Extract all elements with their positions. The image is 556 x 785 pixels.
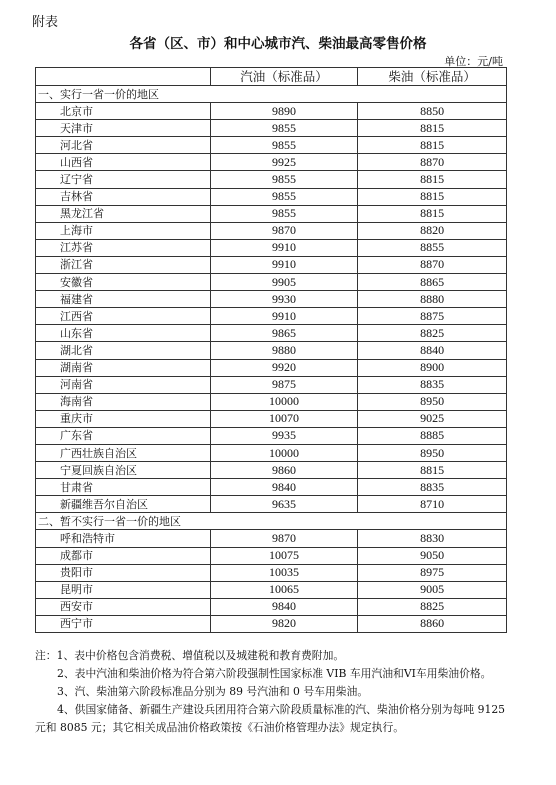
table-row bbox=[36, 393, 507, 410]
region-cell: 广西壮族自治区 bbox=[36, 444, 211, 461]
diesel-price-cell: 8850 bbox=[358, 103, 507, 120]
table-row bbox=[36, 308, 507, 325]
gasoline-price-cell: 10000 bbox=[210, 444, 358, 461]
diesel-price-cell: 8820 bbox=[358, 222, 507, 239]
diesel-price-cell: 8880 bbox=[358, 291, 507, 308]
table-row bbox=[36, 154, 507, 171]
gasoline-price-cell: 9865 bbox=[210, 325, 358, 342]
gasoline-price-cell: 9860 bbox=[210, 462, 358, 479]
diesel-price-cell: 8900 bbox=[358, 359, 507, 376]
gasoline-price-cell: 9910 bbox=[210, 239, 358, 256]
diesel-price-cell: 8885 bbox=[358, 427, 507, 444]
region-cell: 天津市 bbox=[36, 120, 211, 137]
page-title: 各省（区、市）和中心城市汽、柴油最高零售价格 bbox=[129, 36, 427, 52]
table-row bbox=[36, 496, 507, 513]
unit-label: 单位：元/吨 bbox=[444, 55, 503, 68]
diesel-price-cell: 8815 bbox=[358, 188, 507, 205]
diesel-price-cell: 8710 bbox=[358, 496, 507, 513]
table-row bbox=[36, 188, 507, 205]
table-row bbox=[36, 103, 507, 120]
region-cell: 辽宁省 bbox=[36, 171, 211, 188]
region-cell: 江苏省 bbox=[36, 239, 211, 256]
region-cell: 西宁市 bbox=[36, 615, 211, 632]
region-cell: 呼和浩特市 bbox=[36, 530, 211, 547]
region-cell: 山东省 bbox=[36, 325, 211, 342]
region-cell: 河北省 bbox=[36, 137, 211, 154]
table-row bbox=[36, 427, 507, 444]
section-row bbox=[36, 86, 507, 103]
note-4: 4、供国家储备、新疆生产建设兵团用符合第六阶段质量标准的汽、柴油价格分别为每吨 9125 元和 8085 元；其它相关成品油价格政策按《石油价格管理办法》规定执行。 bbox=[35, 703, 506, 734]
table-row bbox=[36, 581, 507, 598]
region-cell: 昆明市 bbox=[36, 581, 211, 598]
region-cell: 广东省 bbox=[36, 427, 211, 444]
table-row bbox=[36, 410, 507, 427]
gasoline-price-cell: 9905 bbox=[210, 274, 358, 291]
region-cell: 重庆市 bbox=[36, 410, 211, 427]
table-row bbox=[36, 479, 507, 496]
diesel-price-cell: 8860 bbox=[358, 615, 507, 632]
table-row bbox=[36, 291, 507, 308]
diesel-price-cell: 9025 bbox=[358, 410, 507, 427]
region-cell: 西安市 bbox=[36, 598, 211, 615]
diesel-price-cell: 8870 bbox=[358, 154, 507, 171]
region-cell: 江西省 bbox=[36, 308, 211, 325]
region-cell: 贵阳市 bbox=[36, 564, 211, 581]
table-row bbox=[36, 120, 507, 137]
diesel-price-cell: 8950 bbox=[358, 393, 507, 410]
table-row bbox=[36, 359, 507, 376]
table-row bbox=[36, 222, 507, 239]
table-row bbox=[36, 342, 507, 359]
table-row bbox=[36, 598, 507, 615]
diesel-price-cell: 8815 bbox=[358, 120, 507, 137]
region-cell: 海南省 bbox=[36, 393, 211, 410]
diesel-price-cell: 8825 bbox=[358, 598, 507, 615]
gasoline-price-cell: 9880 bbox=[210, 342, 358, 359]
gasoline-price-cell: 9840 bbox=[210, 479, 358, 496]
gasoline-price-cell: 9930 bbox=[210, 291, 358, 308]
table-row bbox=[36, 137, 507, 154]
table-row bbox=[36, 274, 507, 291]
diesel-price-cell: 8950 bbox=[358, 444, 507, 461]
diesel-price-cell: 8840 bbox=[358, 342, 507, 359]
region-cell: 成都市 bbox=[36, 547, 211, 564]
gasoline-price-cell: 9635 bbox=[210, 496, 358, 513]
diesel-price-cell: 8870 bbox=[358, 256, 507, 273]
table-header-row bbox=[36, 68, 507, 86]
header-cell-gasoline: 汽油（标准品） bbox=[210, 68, 358, 86]
table-row bbox=[36, 564, 507, 581]
diesel-price-cell: 8855 bbox=[358, 239, 507, 256]
gasoline-price-cell: 9925 bbox=[210, 154, 358, 171]
diesel-price-cell: 8975 bbox=[358, 564, 507, 581]
region-cell: 宁夏回族自治区 bbox=[36, 462, 211, 479]
header-cell-diesel: 柴油（标准品） bbox=[358, 68, 507, 86]
gasoline-price-cell: 9935 bbox=[210, 427, 358, 444]
region-cell: 吉林省 bbox=[36, 188, 211, 205]
gasoline-price-cell: 9840 bbox=[210, 598, 358, 615]
gasoline-price-cell: 10070 bbox=[210, 410, 358, 427]
diesel-price-cell: 8835 bbox=[358, 376, 507, 393]
diesel-price-cell: 9050 bbox=[358, 547, 507, 564]
gasoline-price-cell: 10035 bbox=[210, 564, 358, 581]
table-row bbox=[36, 376, 507, 393]
note-3: 3、汽、柴油第六阶段标准品分别为 89 号汽油和 0 号车用柴油。 bbox=[57, 685, 369, 698]
section-title: 二、暂不实行一省一价的地区 bbox=[36, 513, 507, 530]
gasoline-price-cell: 9910 bbox=[210, 308, 358, 325]
gasoline-price-cell: 9855 bbox=[210, 120, 358, 137]
region-cell: 安徽省 bbox=[36, 274, 211, 291]
region-cell: 湖南省 bbox=[36, 359, 211, 376]
gasoline-price-cell: 9855 bbox=[210, 171, 358, 188]
region-cell: 湖北省 bbox=[36, 342, 211, 359]
section-title: 一、实行一省一价的地区 bbox=[36, 86, 507, 103]
table-row bbox=[36, 530, 507, 547]
diesel-price-cell: 8865 bbox=[358, 274, 507, 291]
region-cell: 上海市 bbox=[36, 222, 211, 239]
table-row bbox=[36, 256, 507, 273]
table-row bbox=[36, 615, 507, 632]
gasoline-price-cell: 9910 bbox=[210, 256, 358, 273]
gasoline-price-cell: 10000 bbox=[210, 393, 358, 410]
note-2: 2、表中汽油和柴油价格为符合第六阶段强制性国家标准 VIB 车用汽油和VI车用柴油价格。 bbox=[57, 667, 492, 680]
gasoline-price-cell: 9920 bbox=[210, 359, 358, 376]
diesel-price-cell: 8815 bbox=[358, 137, 507, 154]
region-cell: 黑龙江省 bbox=[36, 205, 211, 222]
table-row bbox=[36, 171, 507, 188]
table-row bbox=[36, 462, 507, 479]
table-row bbox=[36, 239, 507, 256]
gasoline-price-cell: 9870 bbox=[210, 530, 358, 547]
gasoline-price-cell: 10075 bbox=[210, 547, 358, 564]
diesel-price-cell: 8815 bbox=[358, 171, 507, 188]
table-row bbox=[36, 325, 507, 342]
diesel-price-cell: 8815 bbox=[358, 205, 507, 222]
diesel-price-cell: 8825 bbox=[358, 325, 507, 342]
table-row bbox=[36, 547, 507, 564]
gasoline-price-cell: 9855 bbox=[210, 188, 358, 205]
gasoline-price-cell: 9870 bbox=[210, 222, 358, 239]
price-table bbox=[35, 67, 507, 633]
diesel-price-cell: 8875 bbox=[358, 308, 507, 325]
gasoline-price-cell: 9855 bbox=[210, 205, 358, 222]
gasoline-price-cell: 10065 bbox=[210, 581, 358, 598]
region-cell: 河南省 bbox=[36, 376, 211, 393]
diesel-price-cell: 8815 bbox=[358, 462, 507, 479]
region-cell: 浙江省 bbox=[36, 256, 211, 273]
region-cell: 山西省 bbox=[36, 154, 211, 171]
gasoline-price-cell: 9855 bbox=[210, 137, 358, 154]
diesel-price-cell: 8830 bbox=[358, 530, 507, 547]
section-row bbox=[36, 513, 507, 530]
annex-label: 附表 bbox=[32, 15, 59, 30]
gasoline-price-cell: 9890 bbox=[210, 103, 358, 120]
diesel-price-cell: 8835 bbox=[358, 479, 507, 496]
region-cell: 北京市 bbox=[36, 103, 211, 120]
table-row bbox=[36, 205, 507, 222]
diesel-price-cell: 9005 bbox=[358, 581, 507, 598]
region-cell: 新疆维吾尔自治区 bbox=[36, 496, 211, 513]
notes bbox=[35, 647, 510, 737]
gasoline-price-cell: 9875 bbox=[210, 376, 358, 393]
table-row bbox=[36, 444, 507, 461]
region-cell: 福建省 bbox=[36, 291, 211, 308]
region-cell: 甘肃省 bbox=[36, 479, 211, 496]
note-1: 注：1、表中价格包含消费税、增值税以及城建税和教育费附加。 bbox=[35, 649, 345, 662]
header-cell-region bbox=[36, 68, 211, 86]
gasoline-price-cell: 9820 bbox=[210, 615, 358, 632]
